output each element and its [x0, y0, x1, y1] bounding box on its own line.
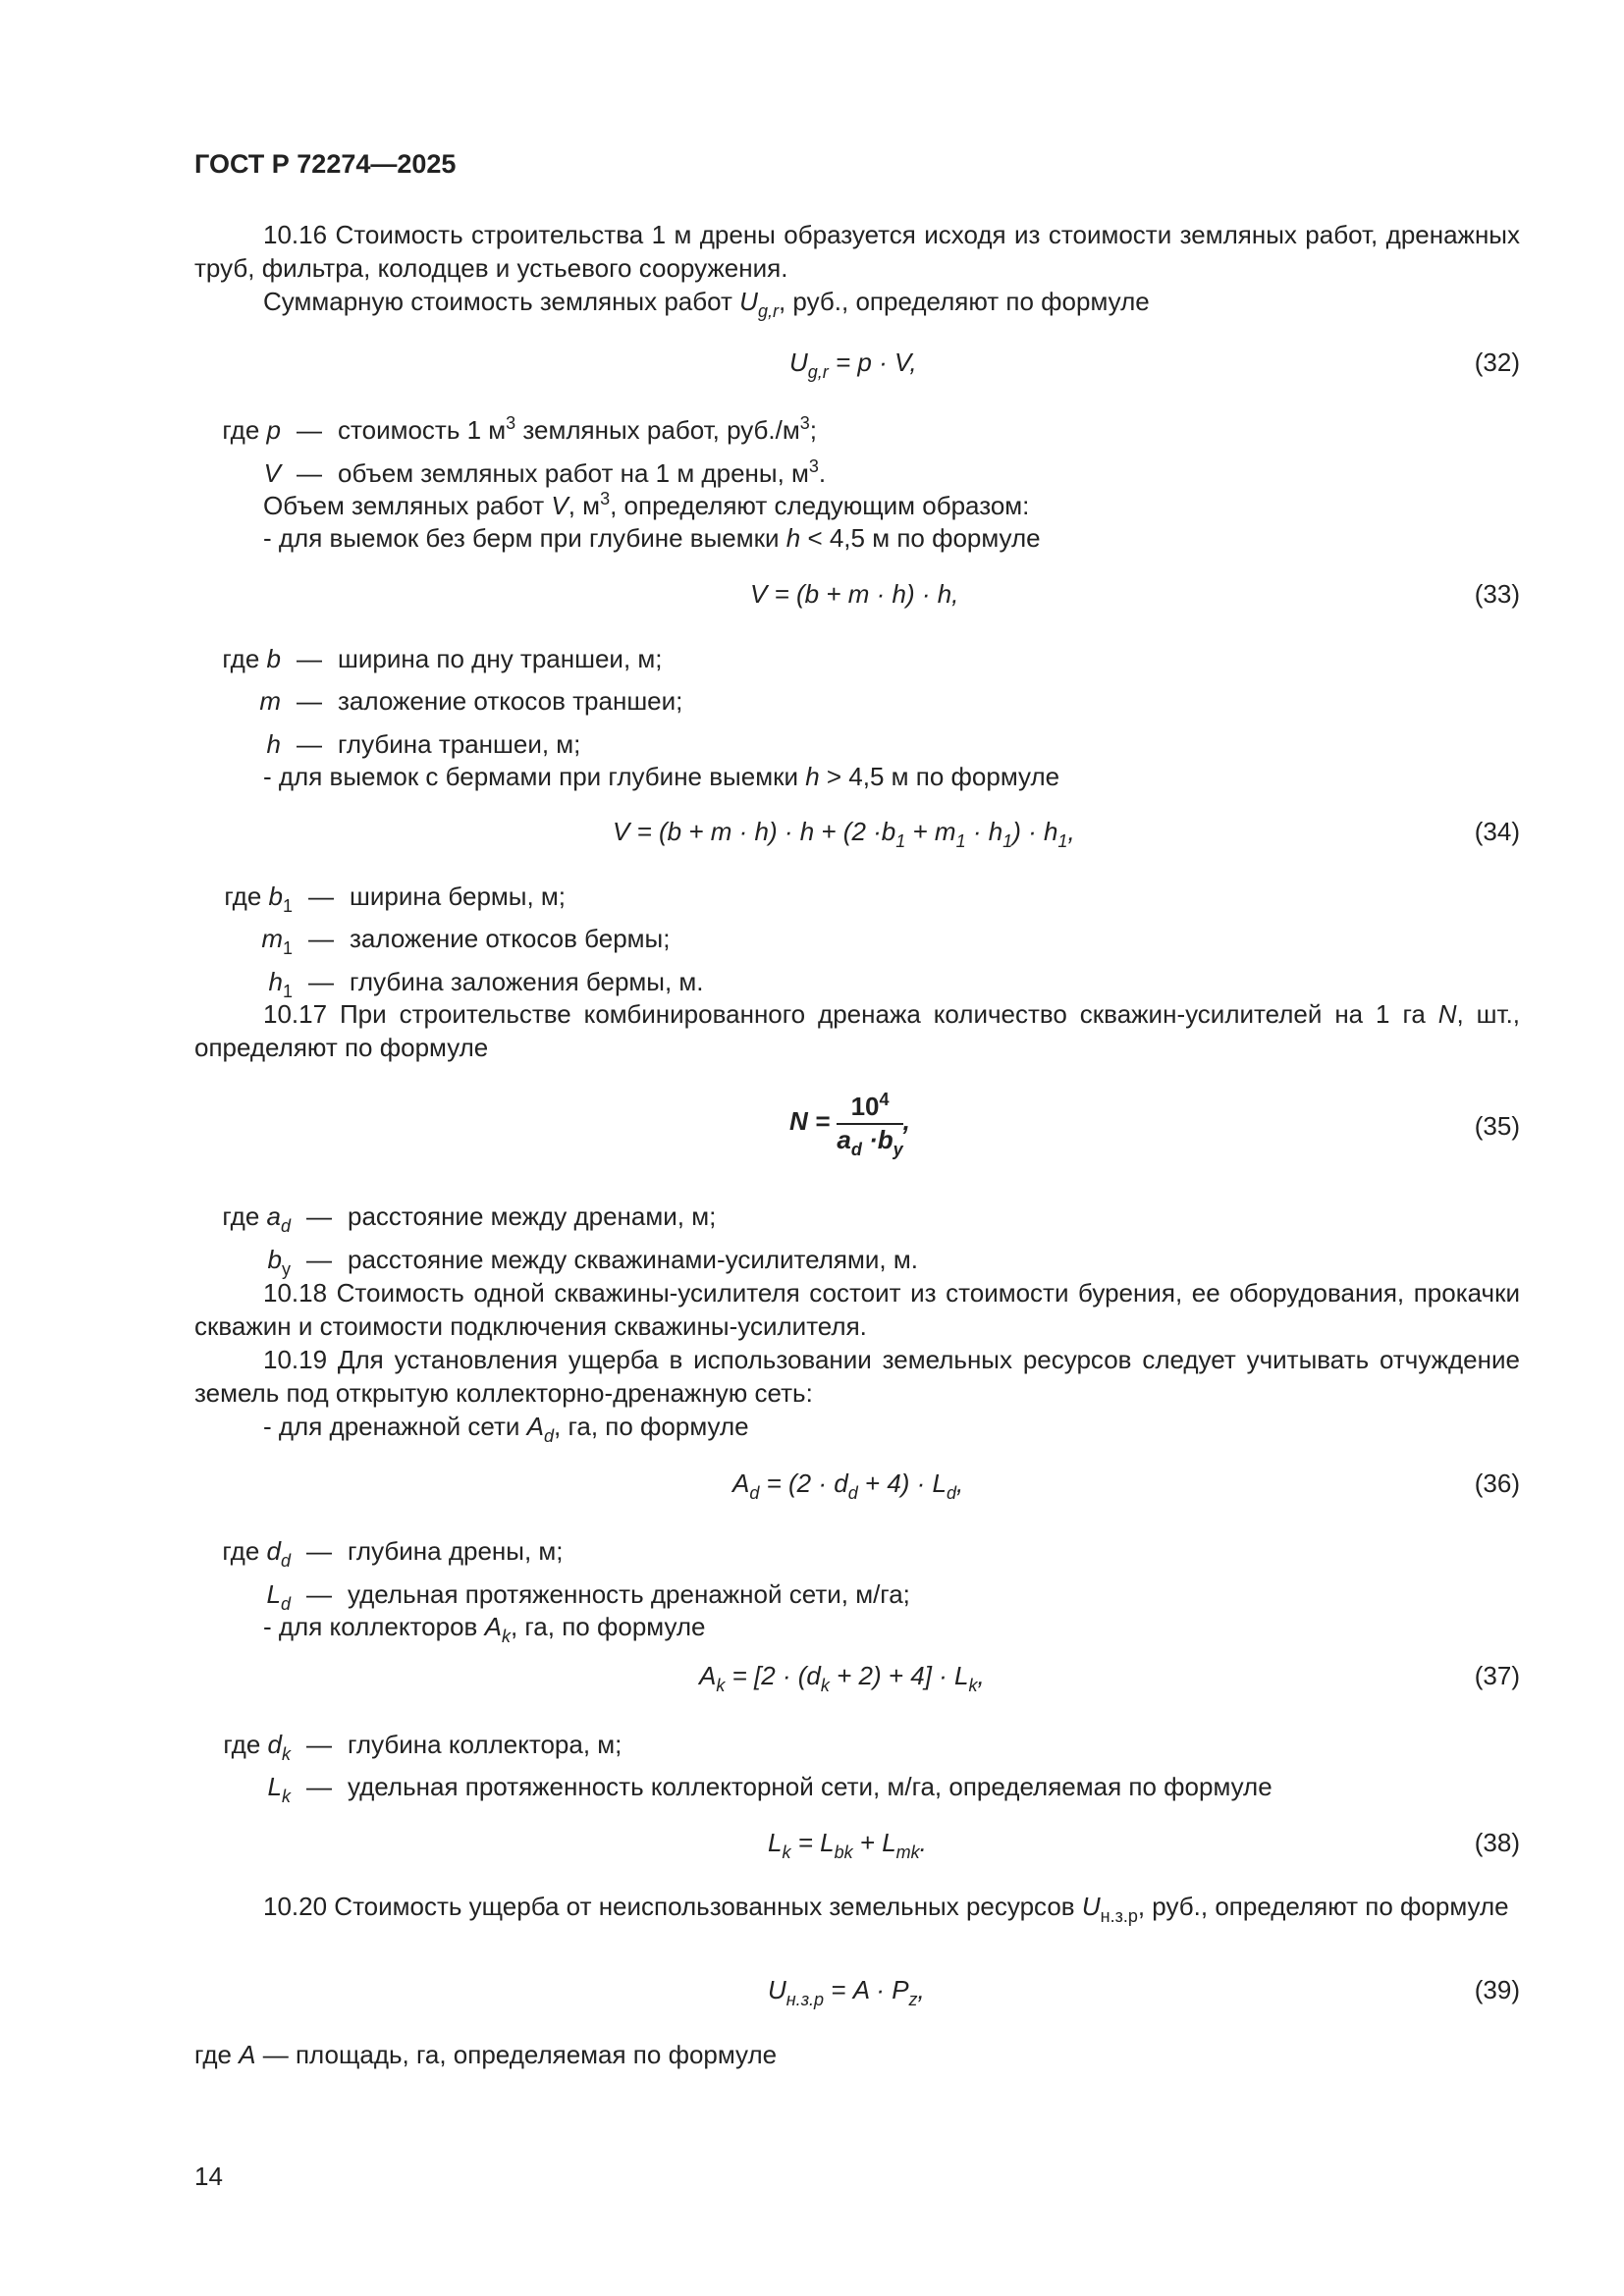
- formula-34: $V = (b + m \cdot h) \cdot h + (2 \cdot b_1 + m_1 \cdot h_1) \cdot h_1$, (34): [613, 817, 1520, 851]
- formula-number: (39): [1474, 1975, 1520, 2004]
- paragraph-no-berm: - для выемок без берм при глубине выемки h < 4,5 м по формуле: [263, 523, 1041, 553]
- definition-h: h — глубина траншеи, м;: [266, 729, 581, 759]
- definition-m1: $m_1$ — заложение откосов бермы;: [261, 924, 671, 958]
- definition-v: V — объем земляных работ на 1 м дрены, $м^3$.: [263, 456, 827, 488]
- paragraph-earthworks-cost: Суммарную стоимость земляных работ $U_{g,r}$, руб., определяют по формуле: [263, 287, 1150, 321]
- definition-b: где b — ширина по дну траншеи, м;: [222, 644, 663, 673]
- formula-number: (34): [1474, 817, 1520, 846]
- paragraph-10-17: 10.17 При строительстве комбинированного дренажа количество скважин-усилителей на 1 га N, шт., определяют по формуле: [194, 999, 1521, 1062]
- formula-39: $U_{н.з.р} = A \cdot P_z$, (39): [768, 1975, 1520, 2009]
- formula-33: V = (b + m · h) · h, (33): [750, 579, 1520, 609]
- page-number: 14: [194, 2162, 223, 2191]
- definition-ad: где $a_d$ — расстояние между дренами, м;: [222, 1201, 717, 1236]
- definition-b1: где $b_1$ — ширина бермы, м;: [224, 881, 567, 916]
- definition-m: m — заложение откосов траншеи;: [259, 686, 683, 716]
- paragraph-10-18: 10.18 Стоимость одной скважины-усилителя состоит из стоимости бурения, ее оборудования, прокачки скважин и стоимости подключения скважины-усилителя.: [194, 1278, 1520, 1341]
- formula-number: (36): [1474, 1468, 1520, 1498]
- definition-p: где p — стоимость 1 $м^3$ земляных работ, $руб./м^3$;: [222, 413, 817, 445]
- definition-h1: $h_1$ — глубина заложения бермы, м.: [268, 967, 704, 1001]
- formula-35: N = $\frac{10^4}{a_d \cdot b_y}$ , (35): [789, 1090, 1520, 1159]
- formula-36: $A_d = (2 \cdot d_d + 4) \cdot L_d$, (36): [732, 1468, 1520, 1503]
- paragraph-area: где A — площадь, га, определяемая по формуле: [194, 2040, 778, 2069]
- paragraph-collectors: - для коллекторов $A_k$, га, по формуле: [263, 1612, 706, 1646]
- formula-37: $A_k = [2 \cdot (d_k + 2) + 4] \cdot L_k$, (37): [699, 1661, 1520, 1695]
- definition-dk: где $d_k$ — глубина коллектора, м;: [223, 1730, 623, 1764]
- paragraph-berm: - для выемок с бермами при глубине выемки h > 4,5 м по формуле: [263, 762, 1060, 791]
- paragraph-volume: Объем земляных работ V, $м^3$, определяют следующим образом:: [263, 489, 1030, 520]
- fraction: $\frac{10^4}{a_d \cdot b_y}$: [837, 1090, 903, 1159]
- formula-number: (38): [1474, 1828, 1520, 1857]
- formula-38: $L_k = L_{bk} + L_{mk}$. (38): [768, 1828, 1520, 1862]
- formula-number: (37): [1474, 1661, 1520, 1690]
- paragraph-10-19: 10.19 Для установления ущерба в использовании земельных ресурсов следует учитывать отчуждение земель под открытую коллекторно-дренажную сеть:: [194, 1345, 1520, 1408]
- formula-number: (32): [1474, 347, 1520, 377]
- formula-number: (33): [1474, 579, 1520, 609]
- formula-number: (35): [1474, 1111, 1520, 1141]
- paragraph-10-20: 10.20 Стоимость ущерба от неиспользованных земельных ресурсов $U_{н.з.р}$, руб., определяют по формуле: [263, 1892, 1509, 1926]
- definition-dd: где $d_d$ — глубина дрены, м;: [222, 1536, 564, 1571]
- paragraph-10-16: 10.16 Стоимость строительства 1 м дрены образуется исходя из стоимости земляных работ, дренажных труб, фильтра, колодцев и устьевого сооружения.: [194, 220, 1520, 283]
- definition-by: $b_y$ — расстояние между скважинами-усилителями, м.: [267, 1245, 918, 1279]
- definition-lk: $L_k$ — удельная протяженность коллекторной сети, м/га, определяемая по формуле: [267, 1772, 1272, 1806]
- formula-32: $U_{g,r} = p \cdot V$, (32): [789, 347, 1520, 382]
- definition-ld: $L_d$ — удельная протяженность дренажной сети, м/га;: [266, 1579, 910, 1614]
- document-header: ГОСТ Р 72274—2025: [194, 149, 457, 179]
- paragraph-drain-network: - для дренажной сети $A_d$, га, по формуле: [263, 1412, 749, 1446]
